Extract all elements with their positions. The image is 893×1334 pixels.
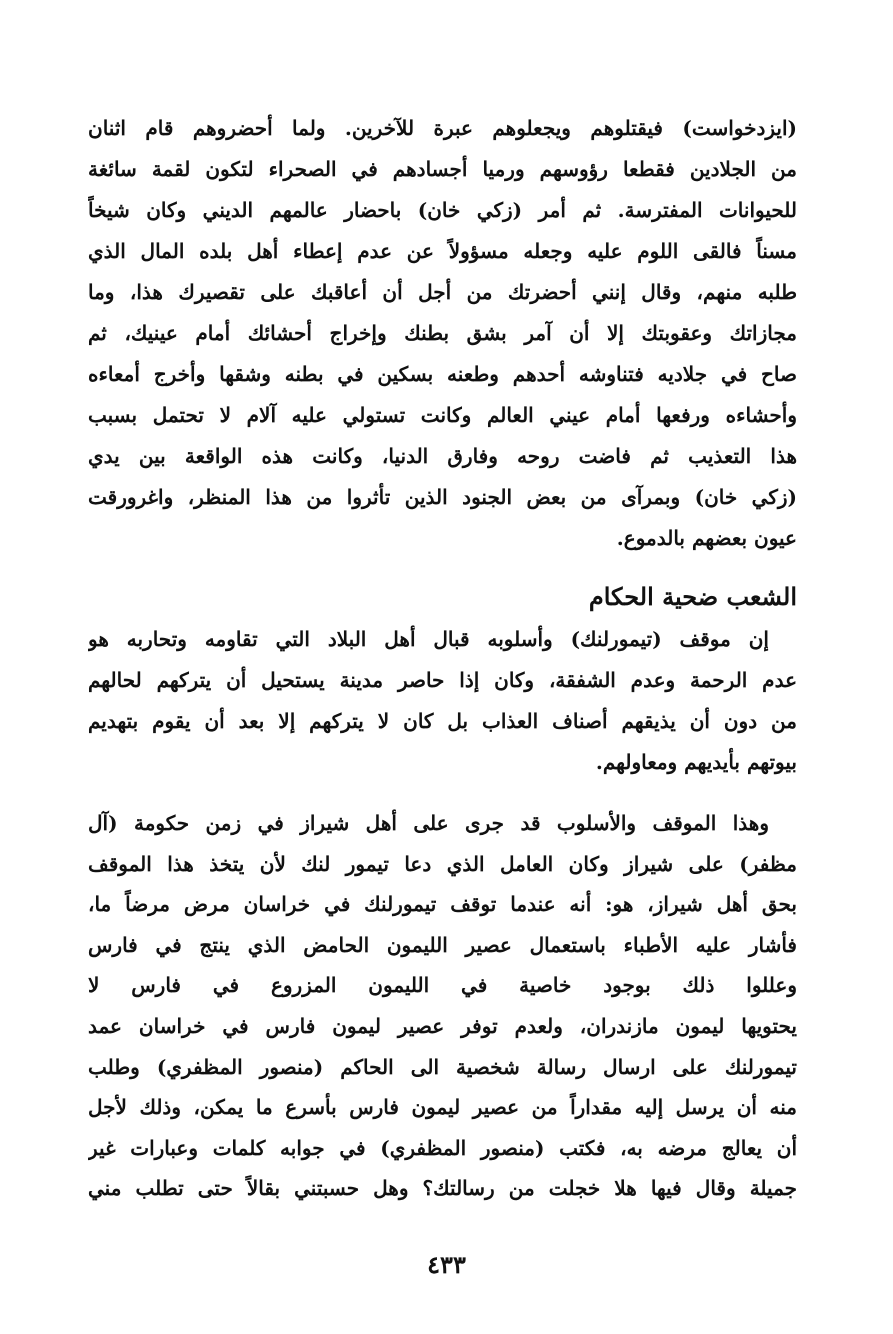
text-line: تيمورلنك على ارسال رسالة شخصية الى الحاكم (منصور المظفري) وطلب <box>88 1054 797 1079</box>
paragraph-2 <box>88 619 797 783</box>
paragraph-1 <box>88 108 797 559</box>
section-heading: الشعب ضحية الحكام <box>588 582 797 611</box>
text-line: منه أن يرسل إليه مقداراً من عصير ليمون فارس بأسرع ما يمكن، وذلك لأجل <box>88 1095 797 1120</box>
text-line: جميلة وقال فيها هلا خجلت من رسالتك؟ وهل حسبتني بقالاً حتى تطلب مني <box>88 1176 797 1201</box>
text-line: مجازاتك وعقوبتك إلا أن آمر بشق بطنك وإخراج أحشائك أمام عينيك، ثم <box>88 321 797 345</box>
text-line: أن يعالج مرضه به، فكتب (منصور المظفري) في جوابه كلمات وعبارات غير <box>88 1135 797 1160</box>
text-line: يحتويها ليمون مازندران، ولعدم توفر عصير ليمون فارس في خراسان عمد <box>88 1013 797 1038</box>
text-line: وأحشاءه ورفعها أمام عيني العالم وكانت تستولي عليه آلام لا تحتمل بسبب <box>88 403 797 427</box>
text-line: فأشار عليه الأطباء باستعمال عصير الليمون الحامض الذي ينتج في فارس <box>88 932 797 957</box>
paragraph-3 <box>88 803 797 1209</box>
text-line: عدم الرحمة وعدم الشفقة، وكان إذا حاصر مدينة يستحيل أن يتركهم لحالهم <box>88 668 797 692</box>
text-line: هذا التعذيب ثم فاضت روحه وفارق الدنيا، وكانت هذه الواقعة بين يدي <box>88 444 797 468</box>
page-number: ٤٣٣ <box>427 1250 466 1279</box>
text-line: (زكي خان) وبمرآى من بعض الجنود الذين تأثروا من هذا المنظر، واغرورقت <box>88 485 797 509</box>
text-line: (ايزدخواست) فيقتلوهم ويجعلوهم عبرة للآخرين. ولما أحضروهم قام اثنان <box>88 116 797 140</box>
text-line: بحق أهل شيراز، هو: أنه عندما توقف تيمورلنك في خراسان مرض مرضاً ما، <box>88 892 797 917</box>
text-line: طلبه منهم، وقال إنني أحضرتك من أجل أن أعاقبك على تقصيرك هذا، وما <box>88 280 797 304</box>
text-line: مظفر) على شيراز وكان العامل الذي دعا تيمور لنك لأن يتخذ هذا الموقف <box>88 851 797 876</box>
text-line: من دون أن يذيقهم أصناف العذاب بل كان لا يتركهم إلا بعد أن يقوم بتهديم <box>88 709 797 733</box>
text-line: عيون بعضهم بالدموع. <box>616 526 797 550</box>
text-line: مسناً فالقى اللوم عليه وجعله مسؤولاً عن عدم إعطاء أهل بلده المال الذي <box>88 239 797 263</box>
text-line: من الجلادين فقطعا رؤوسهم ورميا أجسادهم في الصحراء لتكون لقمة سائغة <box>88 157 797 181</box>
text-line: إن موقف (تيمورلنك) وأسلوبه قبال أهل البلاد التي تقاومه وتحاربه هو <box>88 627 769 651</box>
text-line: وعللوا ذلك بوجود خاصية في الليمون المزروع في فارس لا <box>88 973 797 998</box>
text-line: بيوتهم بأيديهم ومعاولهم. <box>595 750 797 774</box>
text-line: للحيوانات المفترسة. ثم أمر (زكي خان) باحضار عالمهم الديني وكان شيخاً <box>88 198 797 222</box>
text-line: صاح في جلاديه فتناوشه أحدهم وطعنه بسكين في بطنه وشقها وأخرج أمعاءه <box>88 362 797 386</box>
text-line: وهذا الموقف والأسلوب قد جرى على أهل شيراز في زمن حكومة (آل <box>88 811 769 835</box>
